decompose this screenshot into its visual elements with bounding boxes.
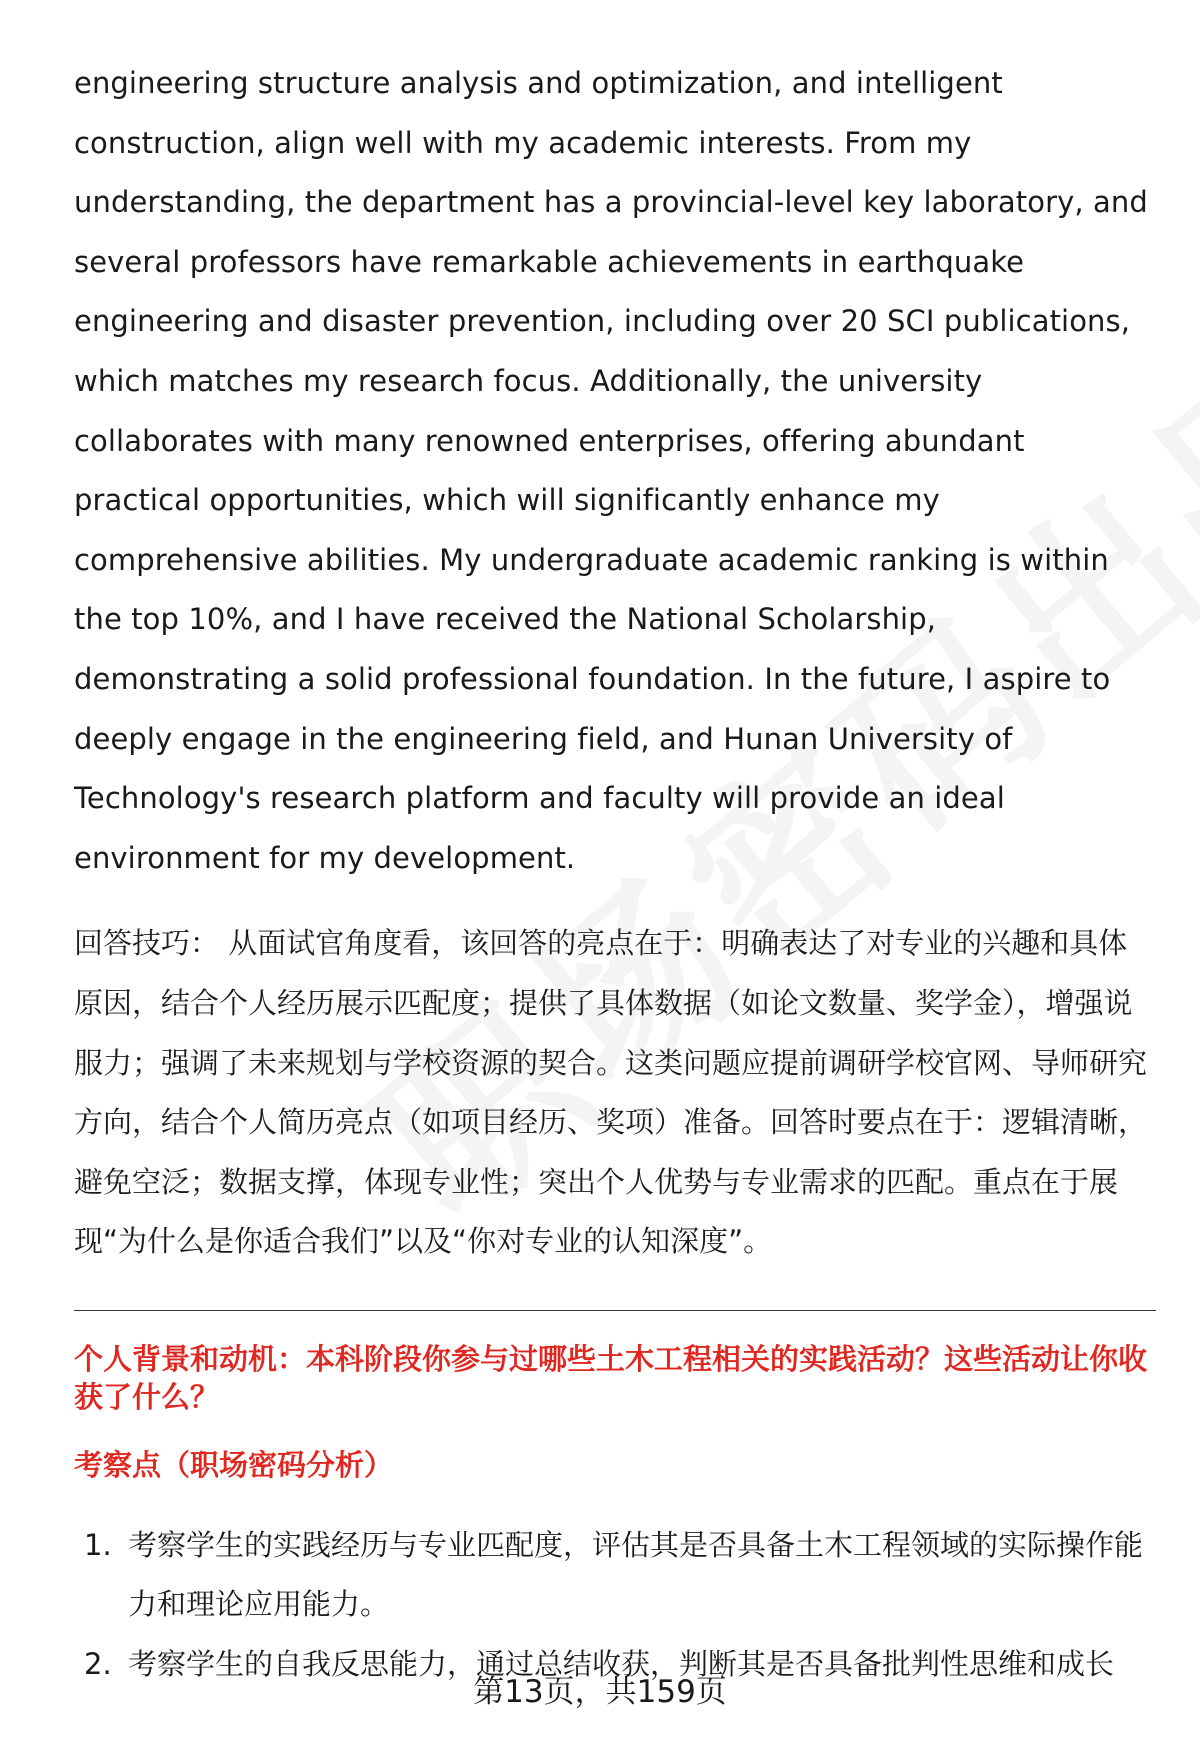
page-number-footer: 第13页，共159页 (473, 1674, 727, 1710)
list-item-text: 考察学生的自我反思能力，通过总结收获，判断其是否具备批判性思维和成长 (128, 1647, 1115, 1682)
assessment-points-list (74, 1516, 1156, 1695)
assessment-points-heading: 考察点（职场密码分析） (74, 1447, 394, 1482)
document-page (74, 54, 1156, 1695)
section-divider (74, 1310, 1156, 1311)
list-item (74, 1516, 1156, 1635)
list-item-number: 2. (84, 1647, 112, 1682)
list-item-text: 考察学生的实践经历与专业匹配度，评估其是否具备土木工程领域的实际操作能力和理论应用能力。 (128, 1527, 1144, 1622)
answer-paragraph: engineering structure analysis and optimization, and intelligent construction, align well with my academic interests. From my understanding, the department has a provincial-level key laboratory, and several professors have remarkable achievements in earthquake engineering and disaster prevention, including over 20 SCI publications, which matches my research focus. Additionally, the university collaborates with many renowned enterprises, offering abundant practical opportunities, which will significantly enhance my comprehensive abilities. My undergraduate academic ranking is within the top 10%, and I have received the National Scholarship, demonstrating a solid professional foundation. In the future, I aspire to deeply engage in the engineering field, and Hunan University of Technology's research platform and faculty will provide an ideal environment for my development. (74, 66, 1148, 875)
list-item-number: 1. (84, 1527, 112, 1562)
question-heading: 个人背景和动机：本科阶段你参与过哪些土木工程相关的实践活动？这些活动让你收获了什么？ (74, 1341, 1148, 1414)
answer-tips-paragraph: 回答技巧： 从面试官角度看，该回答的亮点在于：明确表达了对专业的兴趣和具体原因，结合个人经历展示匹配度；提供了具体数据（如论文数量、奖学金），增强说服力；强调了未来规划与学校资源的契合。这类问题应提前调研学校官网、导师研究方向，结合个人简历亮点（如项目经历、奖项）准备。回答时要点在于：逻辑清晰，避免空泛；数据支撑，体现专业性；突出个人优势与专业需求的匹配。重点在于展现“为什么是你适合我们”以及“你对专业的认知深度”。 (74, 926, 1148, 1259)
